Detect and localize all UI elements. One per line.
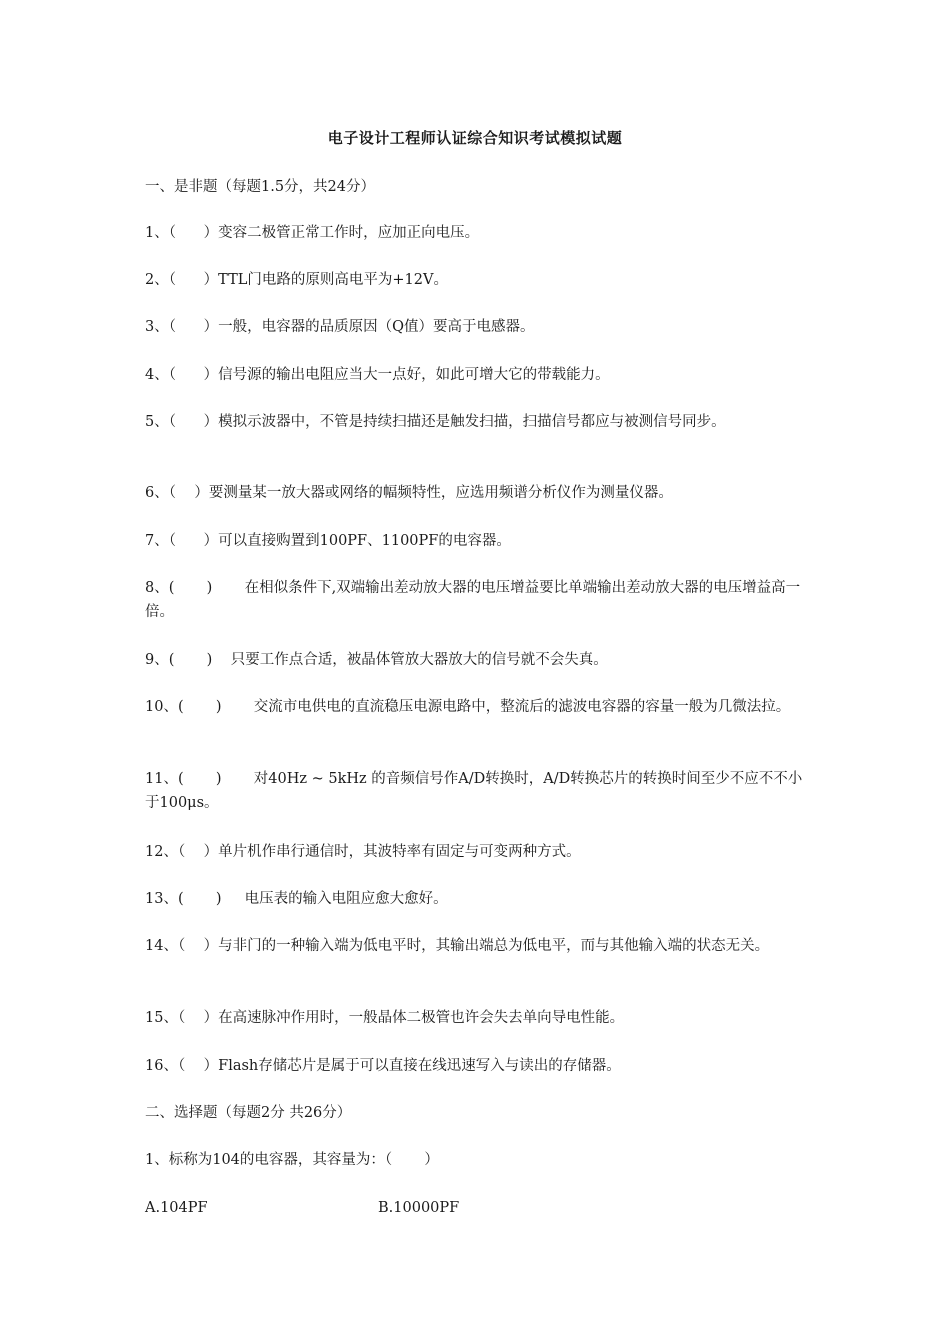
question-item: 16、（ ）Flash存储芯片是属于可以直接在线迅速写入与读出的存储器。: [145, 1058, 621, 1074]
document-title: 电子设计工程师认证综合知识考试模拟试题: [327, 129, 623, 147]
question-item: 1、（ ）变容二极管正常工作时，应加正向电压。: [145, 225, 480, 241]
question-item: 5、（ ）模拟示波器中，不管是持续扫描还是触发扫描，扫描信号都应与被测信号同步。: [145, 414, 726, 430]
question-item: 7、（ ）可以直接购置到100PF、1100PF的电容器。: [145, 533, 511, 549]
question-item: 9、( ) 只要工作点合适，被晶体管放大器放大的信号就不会失真。: [145, 652, 608, 668]
choice-option-a: A.104PF: [145, 1200, 208, 1216]
section1-header: 一、是非题（每题1.5分，共24分）: [145, 179, 376, 195]
question-item: 14、（ ）与非门的一种输入端为低电平时，其输出端总为低电平，而与其他输入端的状态无关。: [145, 938, 770, 954]
section2-header: 二、选择题（每题2分 共26分）: [145, 1105, 352, 1121]
question-item: 15、（ ）在高速脉冲作用时，一般晶体二极管也许会失去单向导电性能。: [145, 1010, 625, 1026]
question-item: 6、（ ）要测量某一放大器或网络的幅频特性，应选用频谱分析仪作为测量仪器。: [145, 485, 673, 501]
question-item: 10、( ) 交流市电供电的直流稳压电源电路中，整流后的滤波电容器的容量一般为几微法拉。: [145, 699, 791, 715]
question-item: 13、( ) 电压表的输入电阻应愈大愈好。: [145, 891, 448, 907]
question-item: 2、（ ）TTL门电路的原则高电平为+12V。: [145, 272, 448, 288]
question-item: 4、（ ）信号源的输出电阻应当大一点好，如此可增大它的带载能力。: [145, 367, 610, 383]
question-item: 8、( ) 在相似条件下,双端输出差动放大器的电压增益要比单端输出差动放大器的电压增益高一倍。: [145, 580, 801, 620]
choice-question: 1、标称为104的电容器，其容量为：（ ）: [145, 1152, 439, 1168]
question-item: 11、( ) 对40Hz ~ 5kHz 的音频信号作A/D转换时，A/D转换芯片的转换时间至少不应不不小于100μs。: [145, 771, 803, 811]
choice-option-b: B.10000PF: [378, 1200, 460, 1216]
question-item: 3、（ ）一般，电容器的品质原因（Q值）要高于电感器。: [145, 319, 535, 335]
question-item: 12、（ ）单片机作串行通信时，其波特率有固定与可变两种方式。: [145, 844, 581, 860]
